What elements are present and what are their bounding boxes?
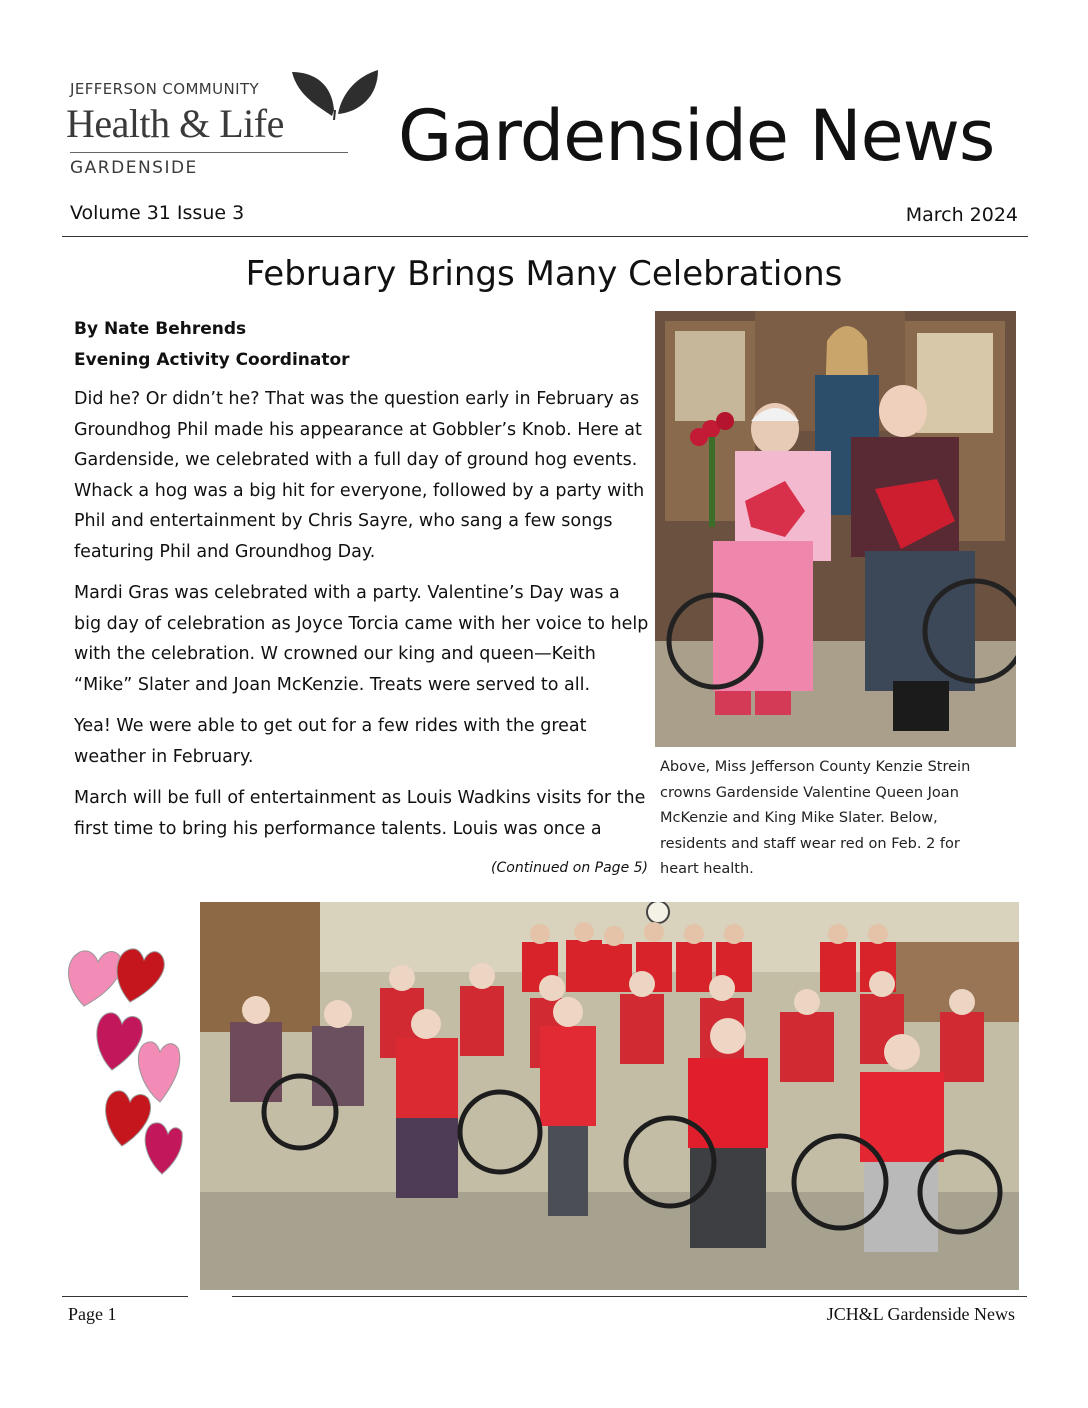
- footer-divider: [232, 1296, 1027, 1297]
- author-title: Evening Activity Coordinator: [74, 350, 350, 370]
- article-paragraph: Did he? Or didn’t he? That was the question early in February as Groundhog Phil made his appearance at Gobbler’s Knob. Here at Gardenside, we celebrated with a full day of ground hog events. Whack a hog was a big hit for everyone, followed by a party with Phil and entertainment by Chris Sayre, who sang a few songs featuring Phil and Groundhog Day.: [74, 389, 645, 562]
- article-paragraph: Yea! We were able to get out for a few rides with the great weather in February.: [74, 716, 587, 767]
- article-paragraph: Mardi Gras was celebrated with a party. Valentine’s Day was a big day of celebration as Joyce Torcia came with her voice to help with the celebration. W crowned our king and queen—Keith “Mike” Slater and Joan McKenzie. Treats were served to all.: [74, 583, 649, 695]
- footer-divider: [62, 1296, 188, 1297]
- article-paragraph: March will be full of entertainment as Louis Wadkins visits for the first time to bring his performance talents. Louis was once a: [74, 788, 646, 839]
- group-red-photo: [200, 902, 1019, 1290]
- logo-divider: [70, 152, 348, 153]
- org-name-line1: JEFFERSON COMMUNITY: [70, 80, 260, 98]
- article-body: [74, 384, 649, 855]
- king-queen-photo: [655, 311, 1016, 747]
- header-divider: [62, 236, 1028, 237]
- volume-issue: Volume 31 Issue 3: [70, 202, 245, 224]
- leaf-logo-icon: [288, 66, 380, 122]
- org-name-line3: GARDENSIDE: [70, 158, 198, 178]
- continued-note: (Continued on Page 5): [491, 860, 648, 876]
- issue-date: March 2024: [905, 204, 1018, 226]
- author-name: By Nate Behrends: [74, 319, 247, 339]
- byline: [74, 314, 350, 376]
- newsletter-title: Gardenside News: [398, 95, 995, 177]
- org-name-line2: Health & Life: [66, 101, 284, 146]
- hearts-decoration-icon: [60, 936, 184, 1180]
- photo-caption: Above, Miss Jefferson County Kenzie Strein crowns Gardenside Valentine Queen Joan McKenzie and King Mike Slater. Below, residents and staff wear red on Feb. 2 for heart health.: [660, 759, 971, 877]
- article-headline: February Brings Many Celebrations: [245, 254, 843, 294]
- page-number: Page 1: [68, 1304, 117, 1324]
- footer-publication: JCH&L Gardenside News: [826, 1304, 1015, 1324]
